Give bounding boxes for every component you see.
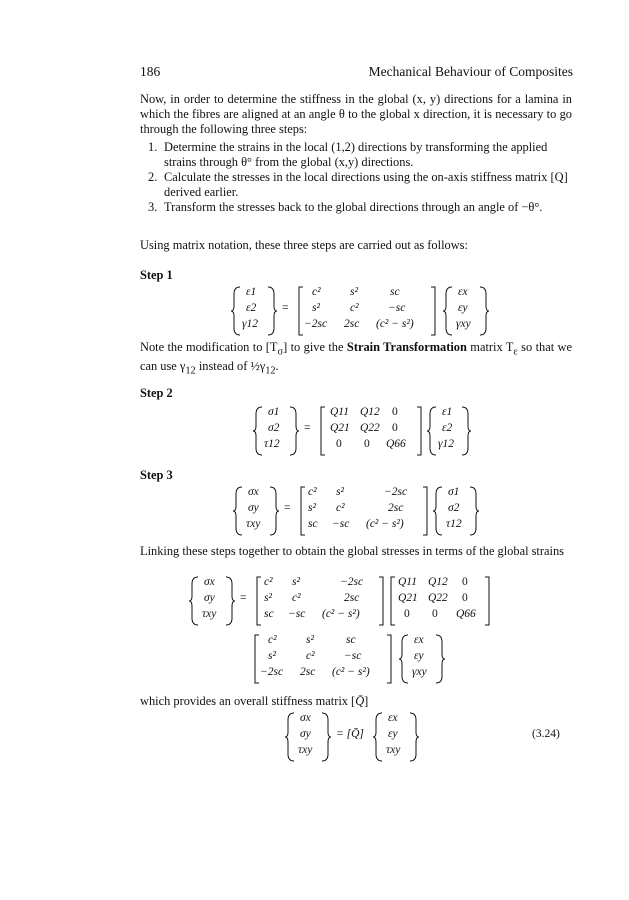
linking-equation-line-2: c² s² sc s² c² −sc −2sc 2sc (c² − s²) εx εy γxy <box>254 634 534 686</box>
overall-sentence: which provides an overall stiffness matrix [Q̄] <box>140 694 369 708</box>
equation-number: (3.24) <box>532 728 560 740</box>
step-2-equation: σ1 σ2 τ12 = Q11 Q12 0 Q21 Q22 0 0 0 Q66 ε1 ε2 γ12 <box>252 406 552 458</box>
list-item: 1. Determine the strains in the local (1,2) directions by transforming the applied strains through θ° from the global (x,y) directions. <box>148 140 548 169</box>
step-1-heading: Step 1 <box>140 268 173 282</box>
page-number: 186 <box>140 64 161 79</box>
steps-list <box>140 140 572 215</box>
running-title: Mechanical Behaviour of Composites <box>368 64 573 79</box>
intro-paragraph: Now, in order to determine the stiffness in the global (x, y) directions for a lamina in which the fibres are aligned at an angle θ to the global x direction, it is necessary to go through the following three steps: <box>140 92 572 136</box>
note-paragraph: Note the modification to $[T_\sigma]$ to give the Strain Transformation matrix $T_\varepsilon$ so that we can use $\gamma_{12}$ instead of $\frac{1}{2}\gamma_{12}$. <box>140 340 573 377</box>
equation-3-24: σx σy τxy = [Q̄] εx εy τxy (3.24) <box>284 712 584 764</box>
list-item: 2. Calculate the stresses in the local directions using the on-axis stiffness matrix [Q] derived earlier. <box>148 170 568 199</box>
page-header <box>140 64 573 82</box>
list-item: 3. Transform the stresses back to the global directions through an angle of −θ°. <box>148 200 543 214</box>
step-1-equation: ε1 ε2 γ12 = c² s² sc s² c² −sc −2sc 2sc (c² − s²) εx εy γxy <box>230 286 570 338</box>
linking-equation-line-1: σx σy τxy = c² s² −2sc s² c² 2sc sc −sc (c² − s²) Q11 Q12 0 Q21 Q22 0 0 0 Q66 <box>188 576 568 628</box>
step-2-heading: Step 2 <box>140 386 173 400</box>
step-3-equation: σx σy τxy = c² s² −2sc s² c² 2sc sc −sc (c² − s²) σ1 σ2 τ12 <box>232 486 552 538</box>
matrix-intro: Using matrix notation, these three steps are carried out as follows: <box>140 238 468 252</box>
step-3-heading: Step 3 <box>140 468 173 482</box>
linking-paragraph: Linking these steps together to obtain the global stresses in terms of the global strains <box>140 544 564 558</box>
